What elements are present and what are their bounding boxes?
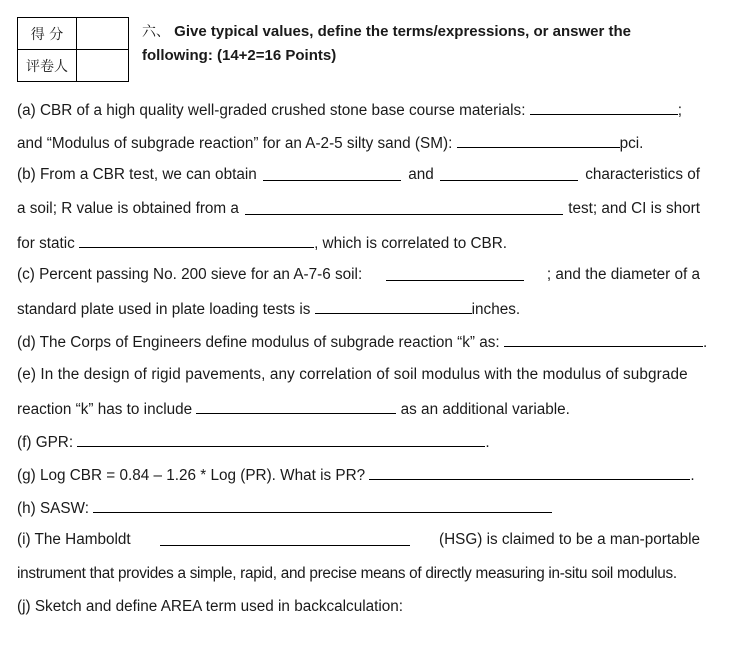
- line-text: , which is correlated to CBR.: [314, 235, 508, 252]
- question-d-line-1: [17, 331, 708, 353]
- line-text: (i) The Hamboldt: [17, 531, 131, 548]
- score-label: 得 分: [18, 18, 77, 50]
- line-text: ;: [677, 102, 682, 119]
- line-text: standard plate used in plate loading tests is: [17, 301, 315, 318]
- line-text: instrument that provides a simple, rapid, and precise means of directly measuring in-situ soil modulus.: [17, 565, 677, 582]
- answer-blank[interactable]: [79, 232, 314, 248]
- line-text: and: [408, 166, 434, 183]
- question-heading: [142, 20, 702, 68]
- line-text: pci.: [619, 135, 644, 152]
- grader-field[interactable]: [77, 50, 129, 82]
- line-text: (f) GPR:: [17, 434, 78, 451]
- question-a-line-1: [17, 99, 700, 121]
- answer-blank[interactable]: [386, 265, 524, 281]
- question-a-line-2: [17, 132, 700, 154]
- line-text: (HSG) is claimed to be a man-portable: [438, 531, 700, 548]
- question-i-line-1: [17, 530, 700, 550]
- answer-blank[interactable]: [160, 530, 410, 546]
- question-b-line-1: [17, 165, 700, 185]
- score-field[interactable]: [77, 18, 129, 50]
- line-text: characteristics of: [585, 166, 700, 183]
- question-g-line-1: [17, 464, 700, 486]
- line-text: as an additional variable.: [396, 401, 570, 418]
- line-text: .: [702, 334, 708, 351]
- line-text: reaction “k” has to include: [17, 401, 197, 418]
- question-j-line-1: [17, 597, 700, 617]
- question-f-line-1: [17, 431, 700, 453]
- answer-blank[interactable]: [245, 199, 563, 215]
- heading-line-2: following: (14+2=16 Points): [142, 47, 337, 64]
- question-h-line-1: [17, 497, 700, 519]
- line-text: (h) SASW:: [17, 500, 94, 517]
- answer-blank[interactable]: [196, 398, 396, 414]
- line-text: (j) Sketch and define AREA term used in backcalculation:: [17, 598, 404, 615]
- line-text: a soil; R value is obtained from a: [17, 200, 239, 217]
- line-text: .: [690, 467, 695, 484]
- line-text: test; and CI is short: [568, 200, 700, 217]
- line-text: (c) Percent passing No. 200 sieve for an A-7-6 soil:: [17, 266, 363, 283]
- question-e-line-1: [17, 365, 700, 385]
- question-b-line-3: [17, 232, 700, 254]
- line-text: ; and the diameter of a: [546, 266, 700, 283]
- answer-blank[interactable]: [77, 431, 485, 447]
- answer-blank[interactable]: [440, 165, 578, 181]
- line-text: .: [485, 434, 490, 451]
- answer-blank[interactable]: [504, 331, 703, 347]
- question-c-line-2: [17, 298, 700, 320]
- question-b-line-2: [17, 199, 700, 219]
- score-table: [17, 17, 129, 82]
- line-text: (b) From a CBR test, we can obtain: [17, 166, 257, 183]
- grader-label: 评卷人: [18, 50, 77, 82]
- answer-blank[interactable]: [93, 497, 552, 513]
- line-text: (e) In the design of rigid pavements, any correlation of soil modulus with the modulus of subgrade: [17, 366, 688, 383]
- heading-line-1: Give typical values, define the terms/expressions, or answer the: [174, 23, 632, 40]
- question-e-line-2: [17, 398, 700, 420]
- answer-blank[interactable]: [530, 99, 678, 115]
- question-i-line-2: [17, 564, 700, 584]
- question-c-line-1: [17, 265, 700, 285]
- section-number: 六、: [142, 24, 170, 40]
- answer-blank[interactable]: [369, 464, 690, 480]
- line-text: (d) The Corps of Engineers define modulus of subgrade reaction “k” as:: [17, 334, 504, 351]
- line-text: inches.: [471, 301, 521, 318]
- answer-blank[interactable]: [263, 165, 401, 181]
- line-text: (a) CBR of a high quality well-graded crushed stone base course materials:: [17, 102, 530, 119]
- line-text: for static: [17, 235, 80, 252]
- answer-blank[interactable]: [315, 298, 472, 314]
- answer-blank[interactable]: [457, 132, 620, 148]
- line-text: (g) Log CBR = 0.84 – 1.26 * Log (PR). What is PR?: [17, 467, 370, 484]
- line-text: and “Modulus of subgrade reaction” for an A-2-5 silty sand (SM):: [17, 135, 457, 152]
